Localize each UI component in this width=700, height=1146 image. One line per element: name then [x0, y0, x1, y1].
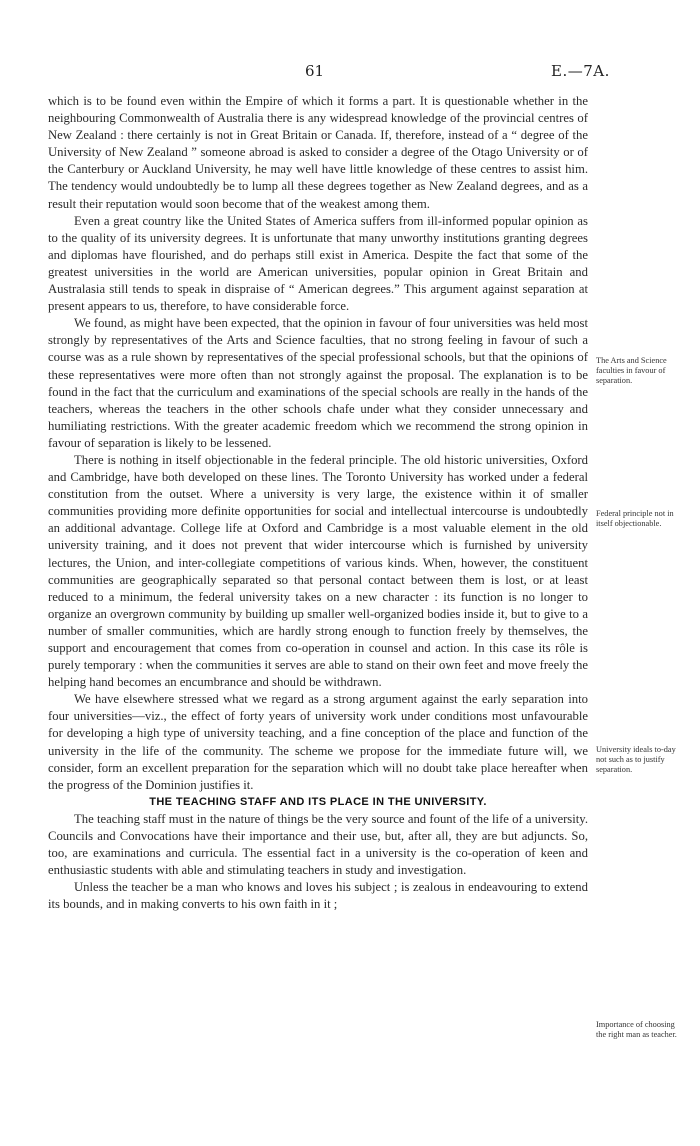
paragraph: Unless the teacher be a man who knows and loves his subject ; is zealous in endeavouring to extend its bounds, and in making converts to his own faith in it ;	[48, 880, 588, 912]
section-heading: THE TEACHING STAFF AND ITS PLACE IN THE UNIVERSITY.	[149, 795, 487, 808]
margin-note: University ideals to-day not such as to justify separation.	[596, 745, 676, 774]
paragraph: There is nothing in itself objectionable in the federal principle. The old historic universities, Oxford and Cambridge, have both developed on these lines. The Toronto University has worked under a federal constitution from the outset. Where a university is very large, the existence within it of smaller communities providing more definite opportunities for social and intellectual intercourse is undoubtedly an additional advantage. College life at Oxford and Cambridge is a most valuable element in the old university training, and it does not prevent that wider intercourse which is furnished by university lectures, the Union, and inter-collegiate competitions of various kinds. When, however, the constituent communities are geographically separated so that personal contact between them is lost, or at least reduced to a minimum, the federal university takes on a new character : its function is no longer to organize an overgrown community by building up smaller well-organized bodies inside it, but to give to a number of smaller communities, which are hardly strong enough to function freely by themselves, the support and encouragement that comes from co-operation in counsel and action. In this case its rôle is purely temporary : when the communities it serves are able to stand on their own feet and move freely the helping hand becomes an encumbrance and should be withdrawn.	[48, 452, 588, 690]
document-reference: E.—7A.	[551, 62, 610, 80]
margin-note: The Arts and Science faculties in favour of separation.	[596, 356, 667, 385]
paragraph: Even a great country like the United States of America suffers from ill-informed popular opinion as to the quality of its university degrees. It is unfortunate that many unworthy institutions granting degrees and diplomas have flourished, and do perhaps still exist in America. Despite the fact that some of the greatest universities in the world are American universities, popular opinion in Great Britain and Australasia still tends to speak in dispraise of “ American degrees.” This argument against separation at present appears to us, therefore, to have considerable force.	[48, 213, 588, 314]
paragraph: The teaching staff must in the nature of things be the very source and fount of the life of a university. Councils and Convocations have their importance and their use, but, after all, they are but adjuncts. So, too, are examinations and curricula. The essential fact in a university is the co-operation of keen and enthusiastic students with able and stimulating teachers in study and investigation.	[48, 811, 588, 878]
margin-note: Importance of choosing the right man as teacher.	[596, 1020, 677, 1039]
paragraph: We have elsewhere stressed what we regard as a strong argument against the early separation into four universities—viz., the effect of forty years of university work under conditions most unfavourable for developing a high type of university teaching, and a fine conception of the place and function of the university in the life of the community. The scheme we propose for the immediate future will, we consider, form an excellent preparation for the separation which will no doubt take place hereafter when the progress of the Dominion justifies it.	[48, 692, 588, 792]
body-text	[48, 93, 588, 914]
paragraph: We found, as might have been expected, that the opinion in favour of four universities was held most strongly by representatives of the Arts and Science faculties, that no strong feeling in favour of such a course was as a rule shown by representatives of the special professional schools, but that the opinions of these representatives were more often than not strongly against the proposal. The explanation is to be found in the fact that the curriculum and examinations of the special schools are really in the hands of the teachers, whereas the teachers in the other schools chafe under what they consider unnecessary and humiliating restrictions. With the greater academic freedom which we recommend the strong opinion in favour of separation is likely to be lessened.	[48, 316, 588, 450]
paragraph: which is to be found even within the Empire of which it forms a part. It is questionable whether in the neighbouring Commonwealth of Australia there is any widespread knowledge of the provincial centres of New Zealand : there certainly is not in Great Britain or Canada. If, therefore, instead of a “ degree of the University of New Zealand ” someone abroad is asked to consider a degree of the Otago University or of the Canterbury or Auckland University, he may well have little knowledge of these centres to assist him. The tendency would undoubtedly be to lump all these degrees together as New Zealand degrees, and as a result their reputation would soon become that of the weakest among them.	[48, 94, 588, 211]
margin-note: Federal principle not in itself objectionable.	[596, 509, 674, 528]
page-number: 61	[305, 62, 325, 80]
page-header	[0, 62, 700, 82]
